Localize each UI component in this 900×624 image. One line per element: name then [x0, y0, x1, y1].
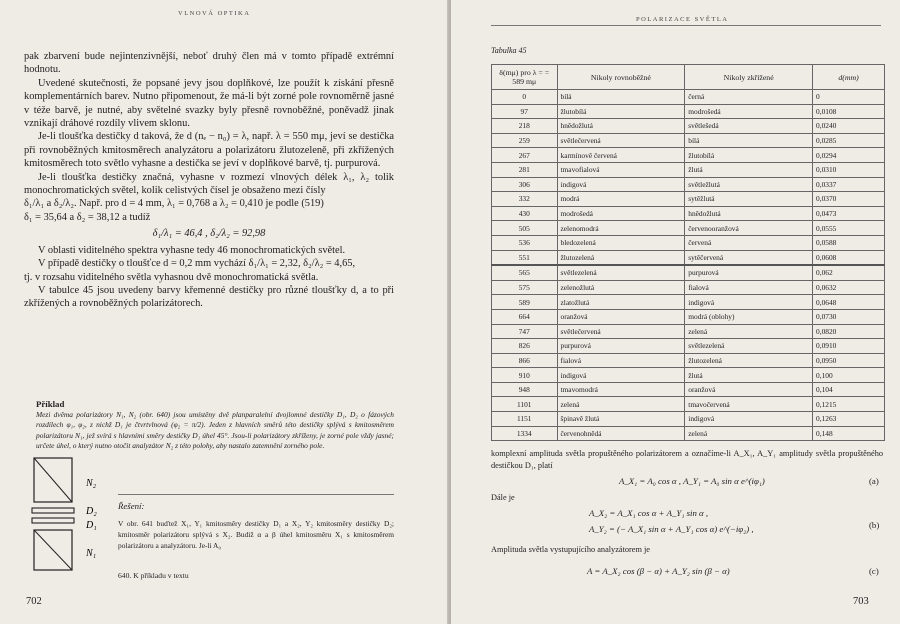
plate-d1	[32, 518, 74, 523]
cell-parallel: žlutozelená	[557, 250, 685, 265]
cell-parallel: indigová	[557, 177, 685, 192]
cell-crossed: žlutá	[685, 368, 813, 383]
cell-thickness: 0,0240	[813, 119, 885, 134]
formula: δ₁/λ₁ = 46,4 , δ₂/λ₂ = 92,98	[152, 228, 266, 240]
cell-delta: 575	[492, 280, 558, 295]
polarizer-n2-axis	[34, 458, 72, 502]
cell-crossed: modrošedá	[685, 104, 813, 119]
page-number-left: 702	[26, 596, 42, 607]
table-row	[492, 280, 885, 295]
cell-crossed: světležlutá	[685, 177, 813, 192]
label-d1: D₁	[86, 520, 97, 531]
cell-delta: 332	[492, 192, 558, 207]
cell-thickness: 0,1263	[813, 412, 885, 427]
cell-thickness: 0,100	[813, 368, 885, 383]
label-n2: N₂	[86, 478, 97, 489]
cell-thickness: 0,062	[813, 265, 885, 280]
cell-crossed: sytěžlutá	[685, 192, 813, 207]
cell-parallel: bílá	[557, 90, 685, 105]
cell-parallel: zlatožlutá	[557, 295, 685, 310]
equation-b2: A_Y₂ = (− A_X₁ sin α + A_Y₁ cos α) e^(−iφ₂) ,	[589, 524, 754, 534]
cell-thickness: 0,104	[813, 382, 885, 397]
cell-thickness: 0,0108	[813, 104, 885, 119]
paragraph: pak zbarvení bude nejintenzivnější, neboť druhý člen má v tomto případě extrémní hodnotu.	[24, 51, 394, 76]
table-row	[492, 148, 885, 163]
cell-parallel: modrošedá	[557, 206, 685, 221]
cell-parallel: fialová	[557, 353, 685, 368]
equation-a-label: (a)	[869, 476, 879, 486]
running-head-left: VLNOVÁ OPTIKA	[178, 10, 251, 17]
cell-thickness: 0,0910	[813, 339, 885, 354]
cell-delta: 259	[492, 133, 558, 148]
cell-parallel: žlutobílá	[557, 104, 685, 119]
cell-parallel: tmavofialová	[557, 162, 685, 177]
cell-thickness: 0	[813, 90, 885, 105]
cell-parallel: hnědožlutá	[557, 119, 685, 134]
cell-parallel: bledozelená	[557, 235, 685, 250]
cell-delta: 1151	[492, 412, 558, 427]
cell-parallel: modrá	[557, 192, 685, 207]
cell-crossed: indigová	[685, 295, 813, 310]
example-title: Příklad	[36, 399, 65, 409]
table-row	[492, 221, 885, 236]
cell-delta: 0	[492, 90, 558, 105]
cell-crossed: sytěčervená	[685, 250, 813, 265]
cell-crossed: červená	[685, 235, 813, 250]
cell-delta: 664	[492, 309, 558, 324]
cell-thickness: 0,0820	[813, 324, 885, 339]
cell-parallel: oranžová	[557, 309, 685, 324]
table-row	[492, 382, 885, 397]
cell-delta: 1334	[492, 426, 558, 441]
equation-c: A = A_X₂ cos (β − α) + A_Y₂ sin (β − α)	[587, 566, 730, 576]
paragraph: tj. v rozsahu viditelného světla vyhasnou dvě monochromatická světla.	[24, 271, 319, 283]
table-row	[492, 119, 885, 134]
header-thickness: d(mm)	[813, 65, 885, 90]
table-title: Tabulka 45	[491, 46, 527, 55]
cell-parallel: světlečervená	[557, 324, 685, 339]
paragraph: V případě destičky o tloušťce d = 0,2 mm vychází δ₁/λ₁ = 2,32, δ₂/λ₂ = 4,65,	[38, 258, 356, 270]
right-text-3: Amplituda světla vystupujícího analyzátorem je	[491, 545, 650, 554]
cell-delta: 281	[492, 162, 558, 177]
cell-crossed: purpurová	[685, 265, 813, 280]
cell-parallel: světlečervená	[557, 133, 685, 148]
cell-delta: 267	[492, 148, 558, 163]
cell-crossed: světlezelená	[685, 339, 813, 354]
cell-crossed: fialová	[685, 280, 813, 295]
paragraph: δ₁/λ₁ a δ₂/λ₂. Např. pro d = 4 mm, λ₁ = 0,768 a λ₂ = 0,410 je podle (519)	[24, 198, 324, 210]
cell-delta: 551	[492, 250, 558, 265]
cell-parallel: tmavomodrá	[557, 382, 685, 397]
table-45	[491, 64, 885, 441]
body-text-left	[24, 50, 394, 311]
header-crossed: Nikoly zkřížené	[685, 65, 813, 90]
cell-crossed: modrá (oblohy)	[685, 309, 813, 324]
cell-delta: 536	[492, 235, 558, 250]
table-row	[492, 90, 885, 105]
table-row	[492, 265, 885, 280]
cell-delta: 747	[492, 324, 558, 339]
header-parallel: Nikoly rovnoběžné	[557, 65, 685, 90]
cell-delta: 948	[492, 382, 558, 397]
cell-parallel: karmínově červená	[557, 148, 685, 163]
figure-caption: 640. K příkladu v textu	[118, 571, 189, 580]
left-page	[0, 0, 449, 624]
cell-thickness: 0,148	[813, 426, 885, 441]
head-rule	[491, 25, 881, 26]
table-row	[492, 397, 885, 412]
cell-thickness: 0,0555	[813, 221, 885, 236]
cell-thickness: 0,0294	[813, 148, 885, 163]
label-d2: D₂	[86, 506, 97, 517]
cell-parallel: zelená	[557, 397, 685, 412]
cell-crossed: oranžová	[685, 382, 813, 397]
cell-thickness: 0,0337	[813, 177, 885, 192]
cell-delta: 430	[492, 206, 558, 221]
table-row	[492, 162, 885, 177]
cell-thickness: 0,0648	[813, 295, 885, 310]
cell-thickness: 0,0370	[813, 192, 885, 207]
plate-d2	[32, 508, 74, 513]
table-row	[492, 412, 885, 427]
cell-delta: 589	[492, 295, 558, 310]
table-row	[492, 353, 885, 368]
cell-crossed: světlešedá	[685, 119, 813, 134]
cell-thickness: 0,0730	[813, 309, 885, 324]
solution-text: V obr. 641 buďtež X₁, Y₁ kmitosměry destičky D₁ a X₂, Y₂ kmitosměry destičky D₂; kmitosměr polarizátoru splývá s X₂. Budiž α a β úhel kmitosměru X₁ s kmitosměrem polarizátoru a analyzátoru. Je-li A₀	[118, 519, 394, 550]
cell-delta: 910	[492, 368, 558, 383]
figure-640	[28, 456, 108, 576]
label-n1: N₁	[86, 548, 97, 559]
table-row	[492, 192, 885, 207]
cell-parallel: světlezelená	[557, 265, 685, 280]
cell-thickness: 0,0608	[813, 250, 885, 265]
table-row	[492, 324, 885, 339]
paragraph: V oblasti viditelného spektra vyhasne tedy 46 monochromatických světel.	[38, 244, 346, 256]
cell-crossed: bílá	[685, 133, 813, 148]
cell-parallel: purpurová	[557, 339, 685, 354]
cell-thickness: 0,0473	[813, 206, 885, 221]
cell-crossed: červenooranžová	[685, 221, 813, 236]
cell-delta: 1101	[492, 397, 558, 412]
table-row	[492, 177, 885, 192]
paragraph: Je-li tloušťka destičky d taková, že d (nₑ − n₀) = λ, např. λ = 550 mμ, jeví se destička při rovnoběžných kmitosměrech analyzátoru a polarizátoru žlutozeleně, při zkřížených kmitosměrech toto světlo vyhasne a destička se jeví v doplňkové barvě, tj. purpurová.	[24, 131, 394, 170]
equation-a: A_X₁ = A₀ cos α , A_Y₁ = A₀ sin α e^(iφ₁)	[619, 476, 765, 486]
right-text-1: komplexní amplituda světla propuštěného polarizátorem a označíme-li A_X₁, A_Y₁ amplitudy světla propuštěného destičkou D₁, platí	[491, 449, 883, 470]
table-row	[492, 339, 885, 354]
table-row	[492, 133, 885, 148]
polarizer-n1-axis	[34, 530, 72, 570]
paragraph: Uvedené skutečnosti, že popsané jevy jsou doplňkové, lze použít k získání přesně komplementárních barev. Nutno připomenout, že má-li být zorné pole rovnoměrně jasné v téže barvě, je nutné, aby světelné svazky byly přesně rovnoběžné, poněvadž jinak vznikají dráhové rozdíly vlivem sklonu.	[24, 77, 394, 130]
cell-crossed: zelená	[685, 324, 813, 339]
table-row	[492, 295, 885, 310]
table-row	[492, 235, 885, 250]
table-row	[492, 309, 885, 324]
cell-delta: 505	[492, 221, 558, 236]
cell-delta: 218	[492, 119, 558, 134]
cell-crossed: žlutobílá	[685, 148, 813, 163]
cell-parallel: špinavě žlutá	[557, 412, 685, 427]
cell-crossed: zelená	[685, 426, 813, 441]
cell-thickness: 0,1215	[813, 397, 885, 412]
cell-thickness: 0,0950	[813, 353, 885, 368]
page-number-right: 703	[853, 596, 869, 607]
equation-b-label: (b)	[869, 520, 880, 530]
cell-thickness: 0,0310	[813, 162, 885, 177]
cell-thickness: 0,0632	[813, 280, 885, 295]
paragraph: V tabulce 45 jsou uvedeny barvy křemenné destičky pro různé tloušťky d, a to při zkřížených a rovnoběžných polarizátorech.	[24, 284, 394, 310]
cell-delta: 565	[492, 265, 558, 280]
cell-thickness: 0,0285	[813, 133, 885, 148]
equation-b1: A_X₂ = A_X₁ cos α + A_Y₁ sin α ,	[589, 508, 709, 518]
cell-delta: 306	[492, 177, 558, 192]
header-delta: δ(mμ) pro λ = = 589 mμ	[492, 65, 558, 90]
cell-delta: 97	[492, 104, 558, 119]
cell-crossed: indigová	[685, 412, 813, 427]
cell-crossed: tmavočervená	[685, 397, 813, 412]
cell-parallel: zelenomodrá	[557, 221, 685, 236]
cell-crossed: hnědožlutá	[685, 206, 813, 221]
equation-c-label: (c)	[869, 566, 879, 576]
example-text: Mezi dvěma polarizátory N₁, N₂ (obr. 640) jsou umístěny dvě planparalelní dvojlomné destičky D₁, D₂ o fázových rozdílech φ₁, φ₂, z nichž D₁ je čtvrtvlnová (φ₂ = π/2). Jeden z hlavních směrů této destičky splývá s kmitosměrem polarizátoru N₁, jež svírá s hlavními směry destičky D₁ úhel 45°. Jsou-li polarizátory zkříženy, je zorné pole vždy jasné; určete úhel, o který nutno otočit analyzátor N₂ z této polohy, aby nastalo zatemnění zorného pole.	[36, 410, 394, 450]
paragraph: Je-li tloušťka destičky značná, vyhasne v rozmezí vlnových délek λ₁, λ₂ tolik monochromatických světel, kolik celistvých čísel je obsaženo mezi čísly	[24, 171, 394, 197]
cell-crossed: žlutozelená	[685, 353, 813, 368]
table-row	[492, 426, 885, 441]
cell-crossed: žlutá	[685, 162, 813, 177]
right-text-2: Dále je	[491, 493, 515, 502]
table-row	[492, 368, 885, 383]
table-row	[492, 104, 885, 119]
table-header-row	[492, 65, 885, 90]
solution-title: Řešení:	[118, 501, 145, 511]
running-head-right: POLARIZACE SVĚTLA	[636, 16, 729, 23]
cell-parallel: červenohnědá	[557, 426, 685, 441]
cell-delta: 826	[492, 339, 558, 354]
table-row	[492, 206, 885, 221]
cell-parallel: indigová	[557, 368, 685, 383]
paragraph: δ₁ = 35,64 a δ₂ = 38,12 a tudíž	[24, 211, 151, 223]
right-page	[451, 0, 900, 624]
table-row	[492, 250, 885, 265]
divider	[118, 494, 394, 495]
cell-crossed: černá	[685, 90, 813, 105]
cell-delta: 866	[492, 353, 558, 368]
cell-thickness: 0,0588	[813, 235, 885, 250]
cell-parallel: zelenožlutá	[557, 280, 685, 295]
